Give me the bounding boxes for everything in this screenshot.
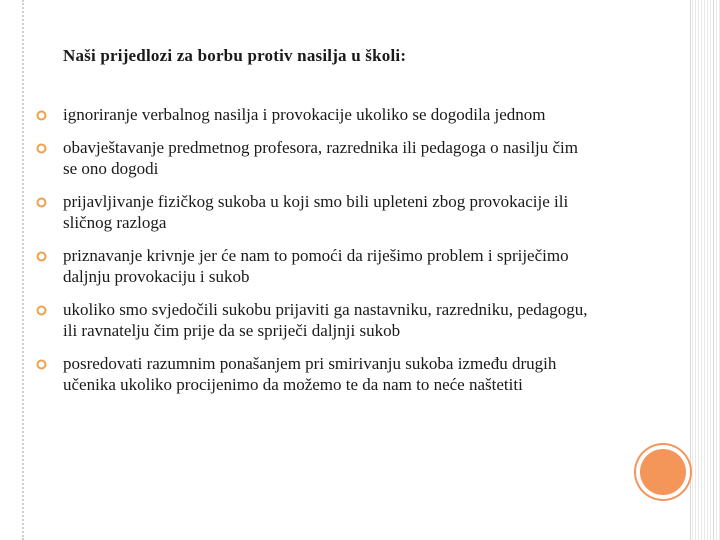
list-item bbox=[36, 245, 596, 287]
bullet-text: priznavanje krivnje jer će nam to pomoći da riješimo problem i spriječimo daljnju provokaciju i sukob bbox=[63, 246, 569, 286]
left-dotted-border bbox=[0, 0, 24, 540]
list-item bbox=[36, 353, 596, 395]
bullet-text: posredovati razumnim ponašanjem pri smirivanju sukoba između drugih učenika ukoliko procijenimo da možemo te da nam to neće naštetiti bbox=[63, 354, 557, 394]
bullet-list bbox=[36, 104, 596, 407]
bullet-marker-icon bbox=[36, 305, 47, 316]
bullet-marker-icon bbox=[36, 251, 47, 262]
bullet-text: obavještavanje predmetnog profesora, razrednika ili pedagoga o nasilju čim se ono dogodi bbox=[63, 138, 579, 178]
bullet-marker-icon bbox=[36, 197, 47, 208]
slide-title: Naši prijedlozi za borbu protiv nasilja u školi: bbox=[63, 46, 407, 65]
list-item bbox=[36, 191, 596, 233]
list-item bbox=[36, 104, 596, 125]
list-item bbox=[36, 299, 596, 341]
bullet-marker-icon bbox=[36, 143, 47, 154]
bullet-marker-icon bbox=[36, 110, 47, 121]
bullet-text: ignoriranje verbalnog nasilja i provokacije ukoliko se dogodila jednom bbox=[63, 105, 546, 124]
list-item bbox=[36, 137, 596, 179]
bullet-text: prijavljivanje fizičkog sukoba u koji smo bili upleteni zbog provokacije ili sličnog razloga bbox=[63, 192, 569, 232]
decorative-orange-circle bbox=[640, 449, 686, 495]
bullet-marker-icon bbox=[36, 359, 47, 370]
right-striped-border bbox=[690, 0, 720, 540]
bullet-text: ukoliko smo svjedočili sukobu prijaviti ga nastavniku, razredniku, pedagogu, ili ravnatelju čim prije da se spriječi daljnji sukob bbox=[63, 300, 588, 340]
